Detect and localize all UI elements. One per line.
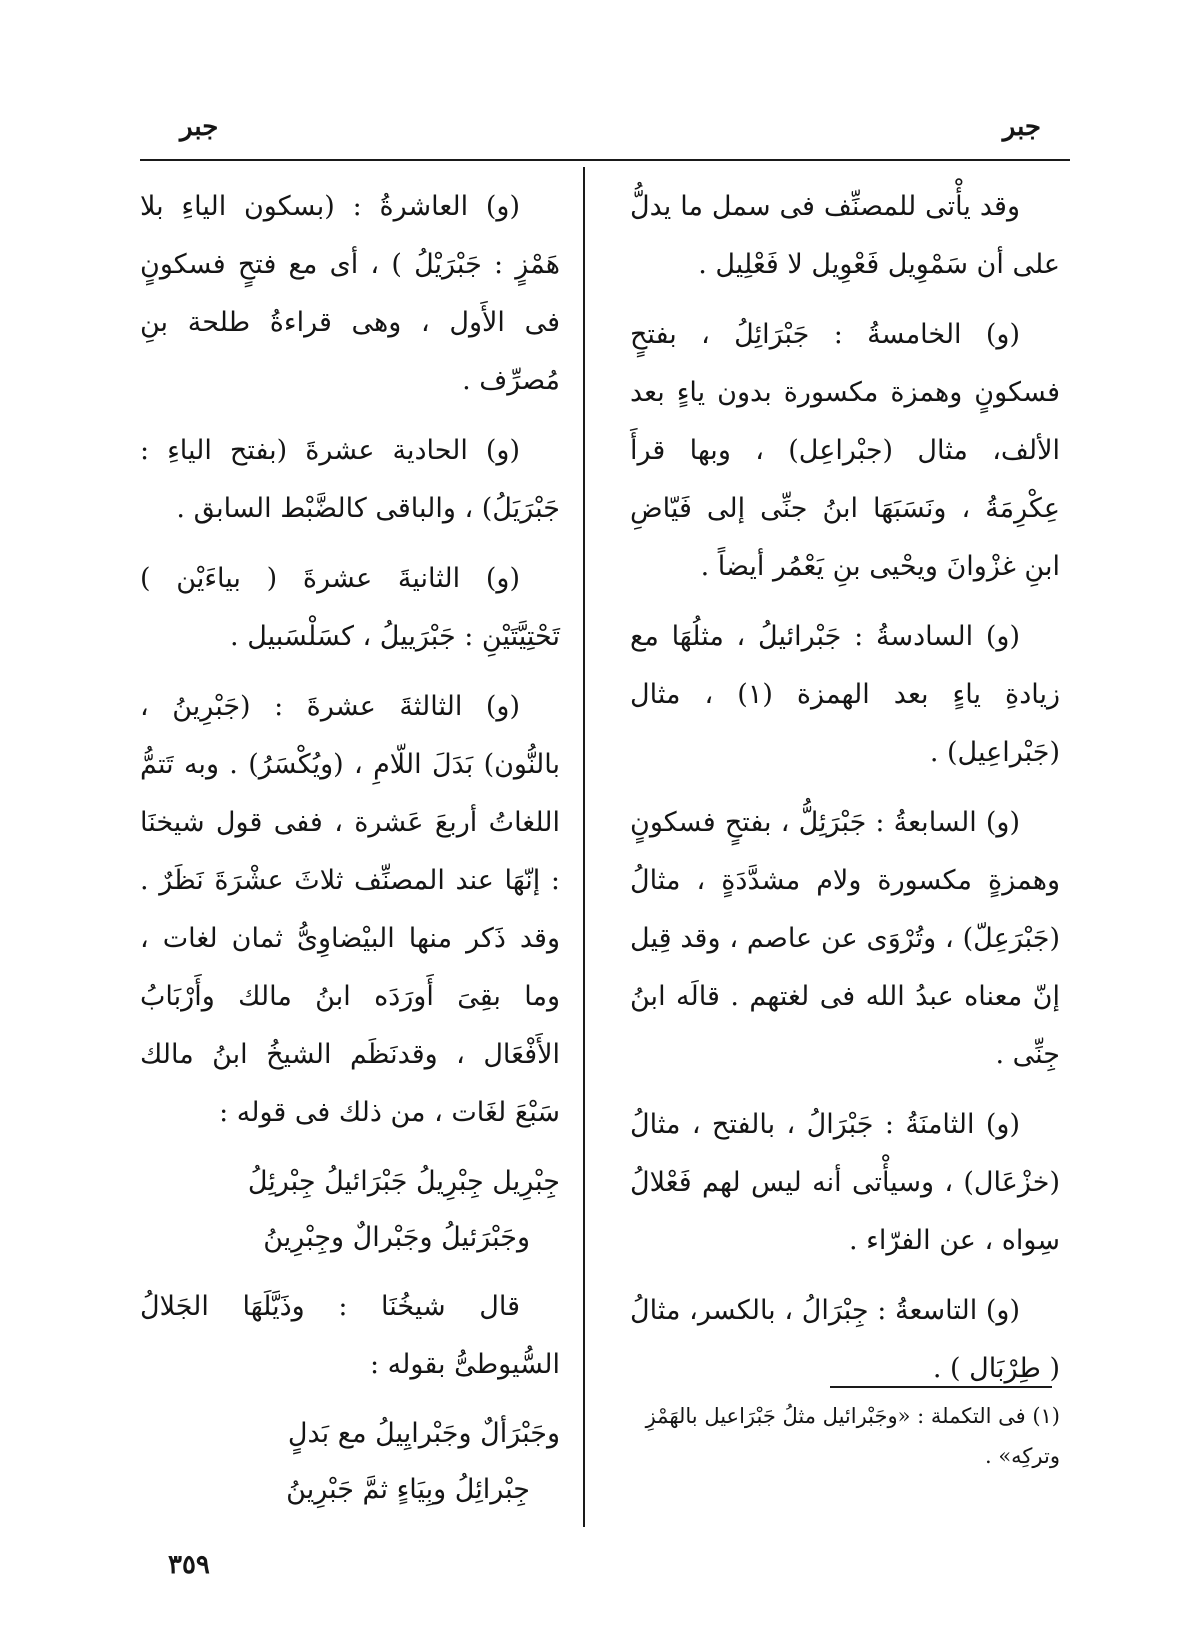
poem-verse bbox=[140, 1406, 560, 1518]
paragraph: (و) الثالثةَ عشرةَ : (جَبْرِينُ ، بالنُّون) بَدَلَ اللّامِ ، (ويُكْسَرُ) . وبه تَتمُّ اللغاتُ أربعَ عَشرة ، ففى قول شيخنَا : إنّهَا عند المصنِّف ثلاثَ عشْرَةَ نَظَرٌ . وقد ذَكر منها البيْضاوِىُّ ثمان لغات ، وما بقِىَ أَورَدَه ابنُ مالك وأَرْبَابُ الأَفْعَال ، وقدنَظَم الشيخُ ابنُ مالك سَبْعَ لغَات ، من ذلك فى قوله : bbox=[140, 691, 560, 1128]
paragraph: (و) الخامسةُ : جَبْرَائِلُ ، بفتحٍ فسكونٍ وهمزة مكسورة بدون ياءٍ بعد الألف، مثال (جبْراعِل) ، وبها قرأَ عِكْرِمَةُ ، ونَسَبَهَا ابنُ جنِّى إلى فَيّاضِ ابنِ غزْوانَ ويحْيى بنِ يَعْمُر أيضاً . bbox=[630, 319, 1060, 582]
column-divider bbox=[583, 167, 585, 1527]
paragraph: (و) الثانيةَ عشرةَ ( بياءَيْن ) تَحْتِيَّتَيْنِ : جَبْرَييلُ ، كسَلْسَبيل . bbox=[140, 563, 560, 652]
paragraph: (و) التاسعةُ : جِبْرَالُ ، بالكسر، مثالُ ( طِرْبَال ) . bbox=[630, 1295, 1060, 1384]
footnote-rule bbox=[830, 1386, 1052, 1388]
running-header-right: جبر bbox=[1002, 112, 1041, 142]
paragraph: قال شيخُنَا : وذَيَّلَهَا الجَلالُ السُّيوطىُّ بقوله : bbox=[140, 1291, 560, 1380]
verse-hemistich: وجَبْرَألٌ وجَبْرايِيلُ مع بَدلٍ bbox=[287, 1418, 560, 1449]
paragraph: (و) الحادية عشرةَ (بفتح الياءِ : جَبْرَيَلُ) ، والباقى كالضَّبْط السابق . bbox=[140, 435, 560, 524]
running-header-left: جبر bbox=[180, 112, 219, 142]
poem-verse bbox=[140, 1154, 560, 1266]
footnote: (١) فى التكملة : «وجَبْرائيل مثلُ جَبْرَاعيل بالهَمْزِ وتركِه» . bbox=[645, 1404, 1060, 1468]
page-number: ٣٥٩ bbox=[168, 1550, 210, 1580]
paragraph: (و) السادسةُ : جَبْرائيلُ ، مثلُهَا مع زيادةِ ياءٍ بعد الهمزة (١) ، مثال (جَبْراعِيل) . bbox=[630, 621, 1060, 768]
paragraph: (و) الثامنَةُ : جَبْرَالُ ، بالفتح ، مثالُ (خزْعَال) ، وسيأْتى أنه ليس لهم فَعْلالُ سِواه ، عن الفرّاء . bbox=[630, 1109, 1060, 1256]
left-column bbox=[140, 178, 560, 1530]
verse-hemistich: جِبْرِيل جِبْرِيلُ جَبْرَائيلُ جِبْرئِلُ bbox=[247, 1166, 560, 1197]
verse-hemistich: وجَبْرَئيلُ وجَبْرالٌ وجِبْرِينُ bbox=[263, 1222, 530, 1253]
header-rule bbox=[140, 159, 1070, 161]
paragraph: (و) السابعةُ : جَبْرَئِلُّ ، بفتحٍ فسكونٍ وهمزةٍ مكسورة ولام مشدَّدَةٍ ، مثالُ (جَبْرَعِلّ) ، وتُرْوَى عن عاصم ، وقد قِيل إنّ معناه عبدُ الله فى لغتهم . قالَه ابنُ جِنِّى . bbox=[630, 807, 1060, 1070]
paragraph: (و) العاشرةُ : (بسكون الياءِ بلا هَمْزٍ : جَبْرَيْلُ ) ، أى مع فتحٍ فسكونٍ فى الأَول ، وهى قراءةُ طلحة بنِ مُصرِّف . bbox=[140, 191, 560, 396]
paragraph: وقد يأْتى للمصنِّف فى سمل ما يدلُّ على أن سَمْوِيل فَعْوِيل لا فَعْلِيل . bbox=[630, 191, 1060, 280]
verse-hemistich: جِبْرائِلُ وبِيَاءٍ ثمَّ جَبْرِينُ bbox=[286, 1474, 530, 1505]
right-column bbox=[630, 178, 1060, 1410]
